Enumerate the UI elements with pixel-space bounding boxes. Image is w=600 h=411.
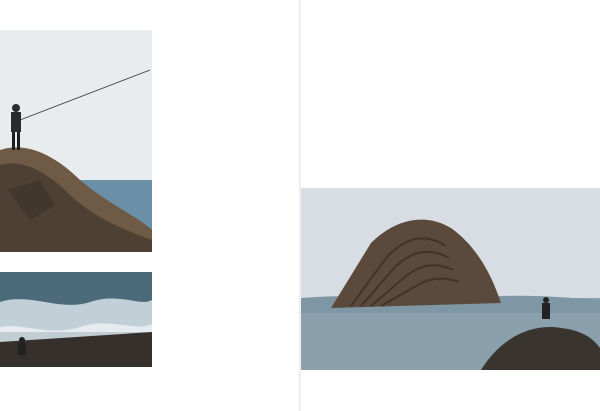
- waves-on-rocks-photo: [0, 272, 152, 367]
- waves-on-rocks-illustration: [0, 272, 152, 367]
- angler-on-rock-illustration: [0, 30, 152, 252]
- left-page-text-column: [160, 30, 290, 390]
- right-page-text-column-right: [453, 30, 591, 180]
- angler-on-rock-photo: [0, 30, 152, 252]
- coastal-cliff-photo: [301, 188, 600, 370]
- right-page-text-column-left: [307, 30, 445, 180]
- coastal-cliff-illustration: [301, 188, 600, 370]
